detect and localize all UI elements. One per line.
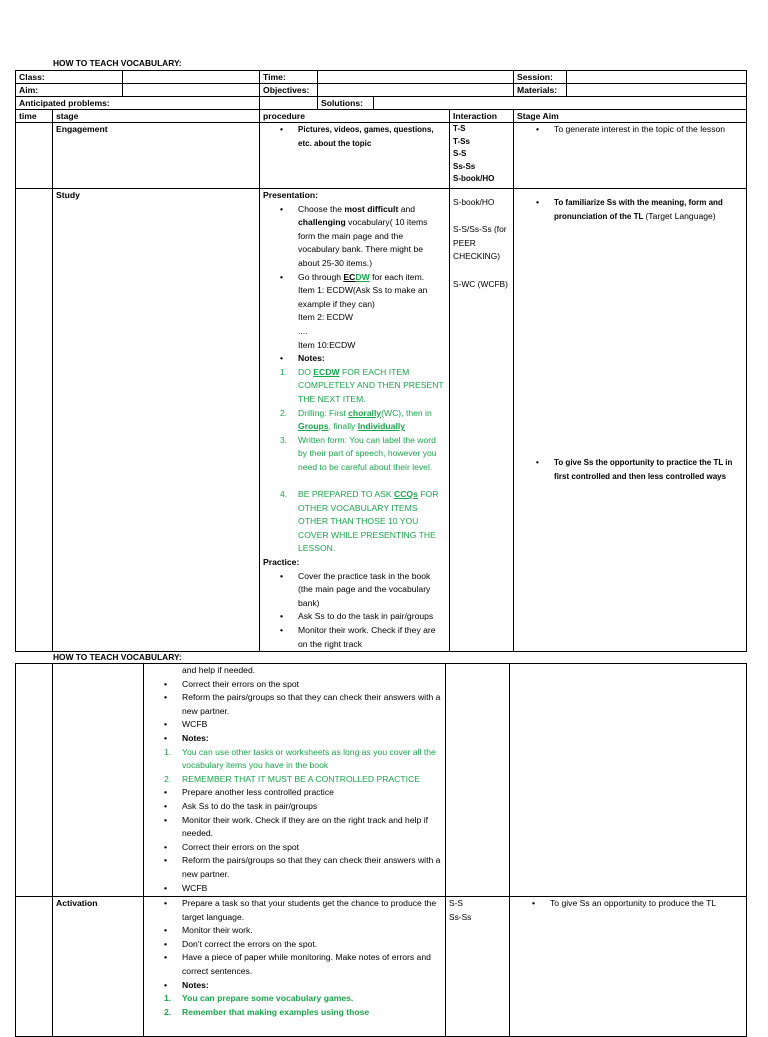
study-procedure	[260, 189, 450, 652]
practice-heading: Practice:	[263, 557, 300, 568]
cont-procedure	[144, 664, 446, 897]
session-value	[567, 71, 747, 84]
col-stage-aim: Stage Aim	[514, 110, 747, 123]
activation-aim	[510, 897, 747, 1037]
item-line: Item 1: ECDW(Ask Ss to make an example if they can)	[298, 285, 428, 309]
col-interaction: Interaction	[450, 110, 514, 123]
practice-continued-row	[16, 664, 747, 897]
list-item: • Ask Ss to do the task in pair/groups	[147, 800, 442, 814]
item-line: Item 2: ECDW	[298, 312, 353, 323]
item-line: and help if needed.	[182, 665, 256, 675]
cont-time	[16, 664, 53, 897]
note-item: 1. You can use other tasks or worksheets as long as you cover all the vocabulary items you have in the book	[147, 746, 442, 773]
materials-value	[567, 84, 747, 97]
objectives-value	[318, 84, 514, 97]
col-stage: stage	[53, 110, 260, 123]
aim-value	[123, 84, 260, 97]
study-stage: Study	[53, 189, 260, 652]
session-label: Session:	[514, 71, 567, 84]
list-item: • Monitor their work. Check if they are on the right track	[263, 624, 446, 651]
document-title: HOW TO TEACH VOCABULARY:	[53, 58, 182, 68]
activation-procedure	[144, 897, 446, 1037]
list-item: • To generate interest in the topic of the lesson	[517, 123, 743, 137]
engagement-procedure	[260, 123, 450, 189]
list-item: • Reform the pairs/groups so that they can check their answers with a new partner.	[147, 854, 442, 881]
list-item: • Have a piece of paper while monitoring. Make notes of errors and correct sentences.	[147, 951, 442, 978]
class-label: Class:	[16, 71, 123, 84]
study-interaction: S-book/HO S-S/Ss-Ss (for PEER CHECKING) S-WC (WCFB)	[450, 189, 514, 652]
time-value	[318, 71, 514, 84]
study-aim	[514, 189, 747, 652]
list-item: • Prepare a task so that your students get the chance to produce the target language.	[147, 897, 442, 924]
aim-label: Aim:	[16, 84, 123, 97]
list-item: • Monitor their work. Check if they are on the right track and help if needed.	[147, 814, 442, 841]
list-item: • Ask Ss to do the task in pair/groups	[263, 610, 446, 624]
engagement-stage: Engagement	[53, 123, 260, 189]
note-item: 4. BE PREPARED TO ASK CCQs FOR OTHER VOCABULARY ITEMS OTHER THAN THOSE 10 YOU COVER WHILE PRESENTING THE LESSON.	[263, 488, 446, 556]
list-item: • Go through ECDW for each item.	[263, 271, 446, 285]
list-item: • Don’t correct the errors on the spot.	[147, 938, 442, 952]
engagement-time	[16, 123, 53, 189]
list-item: • To give Ss an opportunity to produce the TL	[513, 897, 743, 911]
lesson-plan-table-page2	[15, 663, 747, 1037]
engagement-interaction: T-S T-Ss S-S Ss-Ss S-book/HO	[450, 123, 514, 189]
list-item: • Correct their errors on the spot	[147, 678, 442, 692]
solutions-label: Solutions:	[318, 97, 374, 110]
item-line: ....	[298, 325, 308, 336]
engagement-row	[16, 123, 747, 189]
solutions-value	[374, 97, 747, 110]
list-item: • WCFB	[147, 718, 442, 732]
list-item: • Reform the pairs/groups so that they can check their answers with a new partner.	[147, 691, 442, 718]
activation-stage: Activation	[53, 897, 144, 1037]
list-item: • To give Ss the opportunity to practice the TL in first controlled and then less controlled ways	[517, 456, 743, 483]
note-item: 1. You can prepare some vocabulary games.	[147, 992, 442, 1006]
lesson-plan-table	[15, 70, 747, 652]
list-item: • WCFB	[147, 882, 442, 896]
objectives-label: Objectives:	[260, 84, 318, 97]
col-time: time	[16, 110, 53, 123]
activation-time	[16, 897, 53, 1037]
study-time	[16, 189, 53, 652]
note-item: 2. Remember that making examples using those	[147, 1006, 442, 1020]
activation-interaction: S-S Ss-Ss	[446, 897, 510, 1037]
cont-aim	[510, 664, 747, 897]
list-item: • Prepare another less controlled practice	[147, 786, 442, 800]
note-item: 1. DO ECDW FOR EACH ITEM COMPLETELY AND THEN PRESENT THE NEXT ITEM.	[263, 366, 446, 407]
activation-row	[16, 897, 747, 1037]
list-item: • To familiarize Ss with the meaning, form and pronunciation of the TL (Target Language)	[517, 196, 743, 223]
item-line: Item 10:ECDW	[298, 339, 356, 350]
materials-label: Materials:	[514, 84, 567, 97]
note-item: 2. REMEMBER THAT IT MUST BE A CONTROLLED PRACTICE	[147, 773, 442, 787]
presentation-heading: Presentation:	[263, 190, 318, 200]
list-item: • Correct their errors on the spot	[147, 841, 442, 855]
time-label: Time:	[260, 71, 318, 84]
cont-interaction	[446, 664, 510, 897]
document-title-page2: HOW TO TEACH VOCABULARY:	[53, 652, 182, 662]
study-row	[16, 189, 747, 652]
notes-heading: • Notes:	[147, 979, 442, 993]
notes-heading: • Notes:	[147, 732, 442, 746]
anticipated-problems-label: Anticipated problems:	[16, 97, 260, 110]
note-item: 2. Drilling: First chorally(WC), then in Groups, finally Individually	[263, 407, 446, 434]
list-item: • Cover the practice task in the book (the main page and the vocabulary bank)	[263, 570, 446, 611]
notes-heading: • Notes:	[263, 352, 446, 366]
list-item: • Choose the most difficult and challenging vocabulary( 10 items form the main page and the vocabulary bank. There might be about 25-30 items.)	[263, 203, 446, 271]
cont-stage	[53, 664, 144, 897]
list-item: • Monitor their work.	[147, 924, 442, 938]
class-value	[123, 71, 260, 84]
list-item: • Pictures, videos, games, questions, etc. about the topic	[263, 123, 446, 150]
col-procedure: procedure	[260, 110, 450, 123]
note-item: 3. Written form: You can label the word by their part of speech, however you need to be careful about their level.	[263, 434, 446, 475]
anticipated-problems-value	[260, 97, 318, 110]
engagement-aim	[514, 123, 747, 189]
